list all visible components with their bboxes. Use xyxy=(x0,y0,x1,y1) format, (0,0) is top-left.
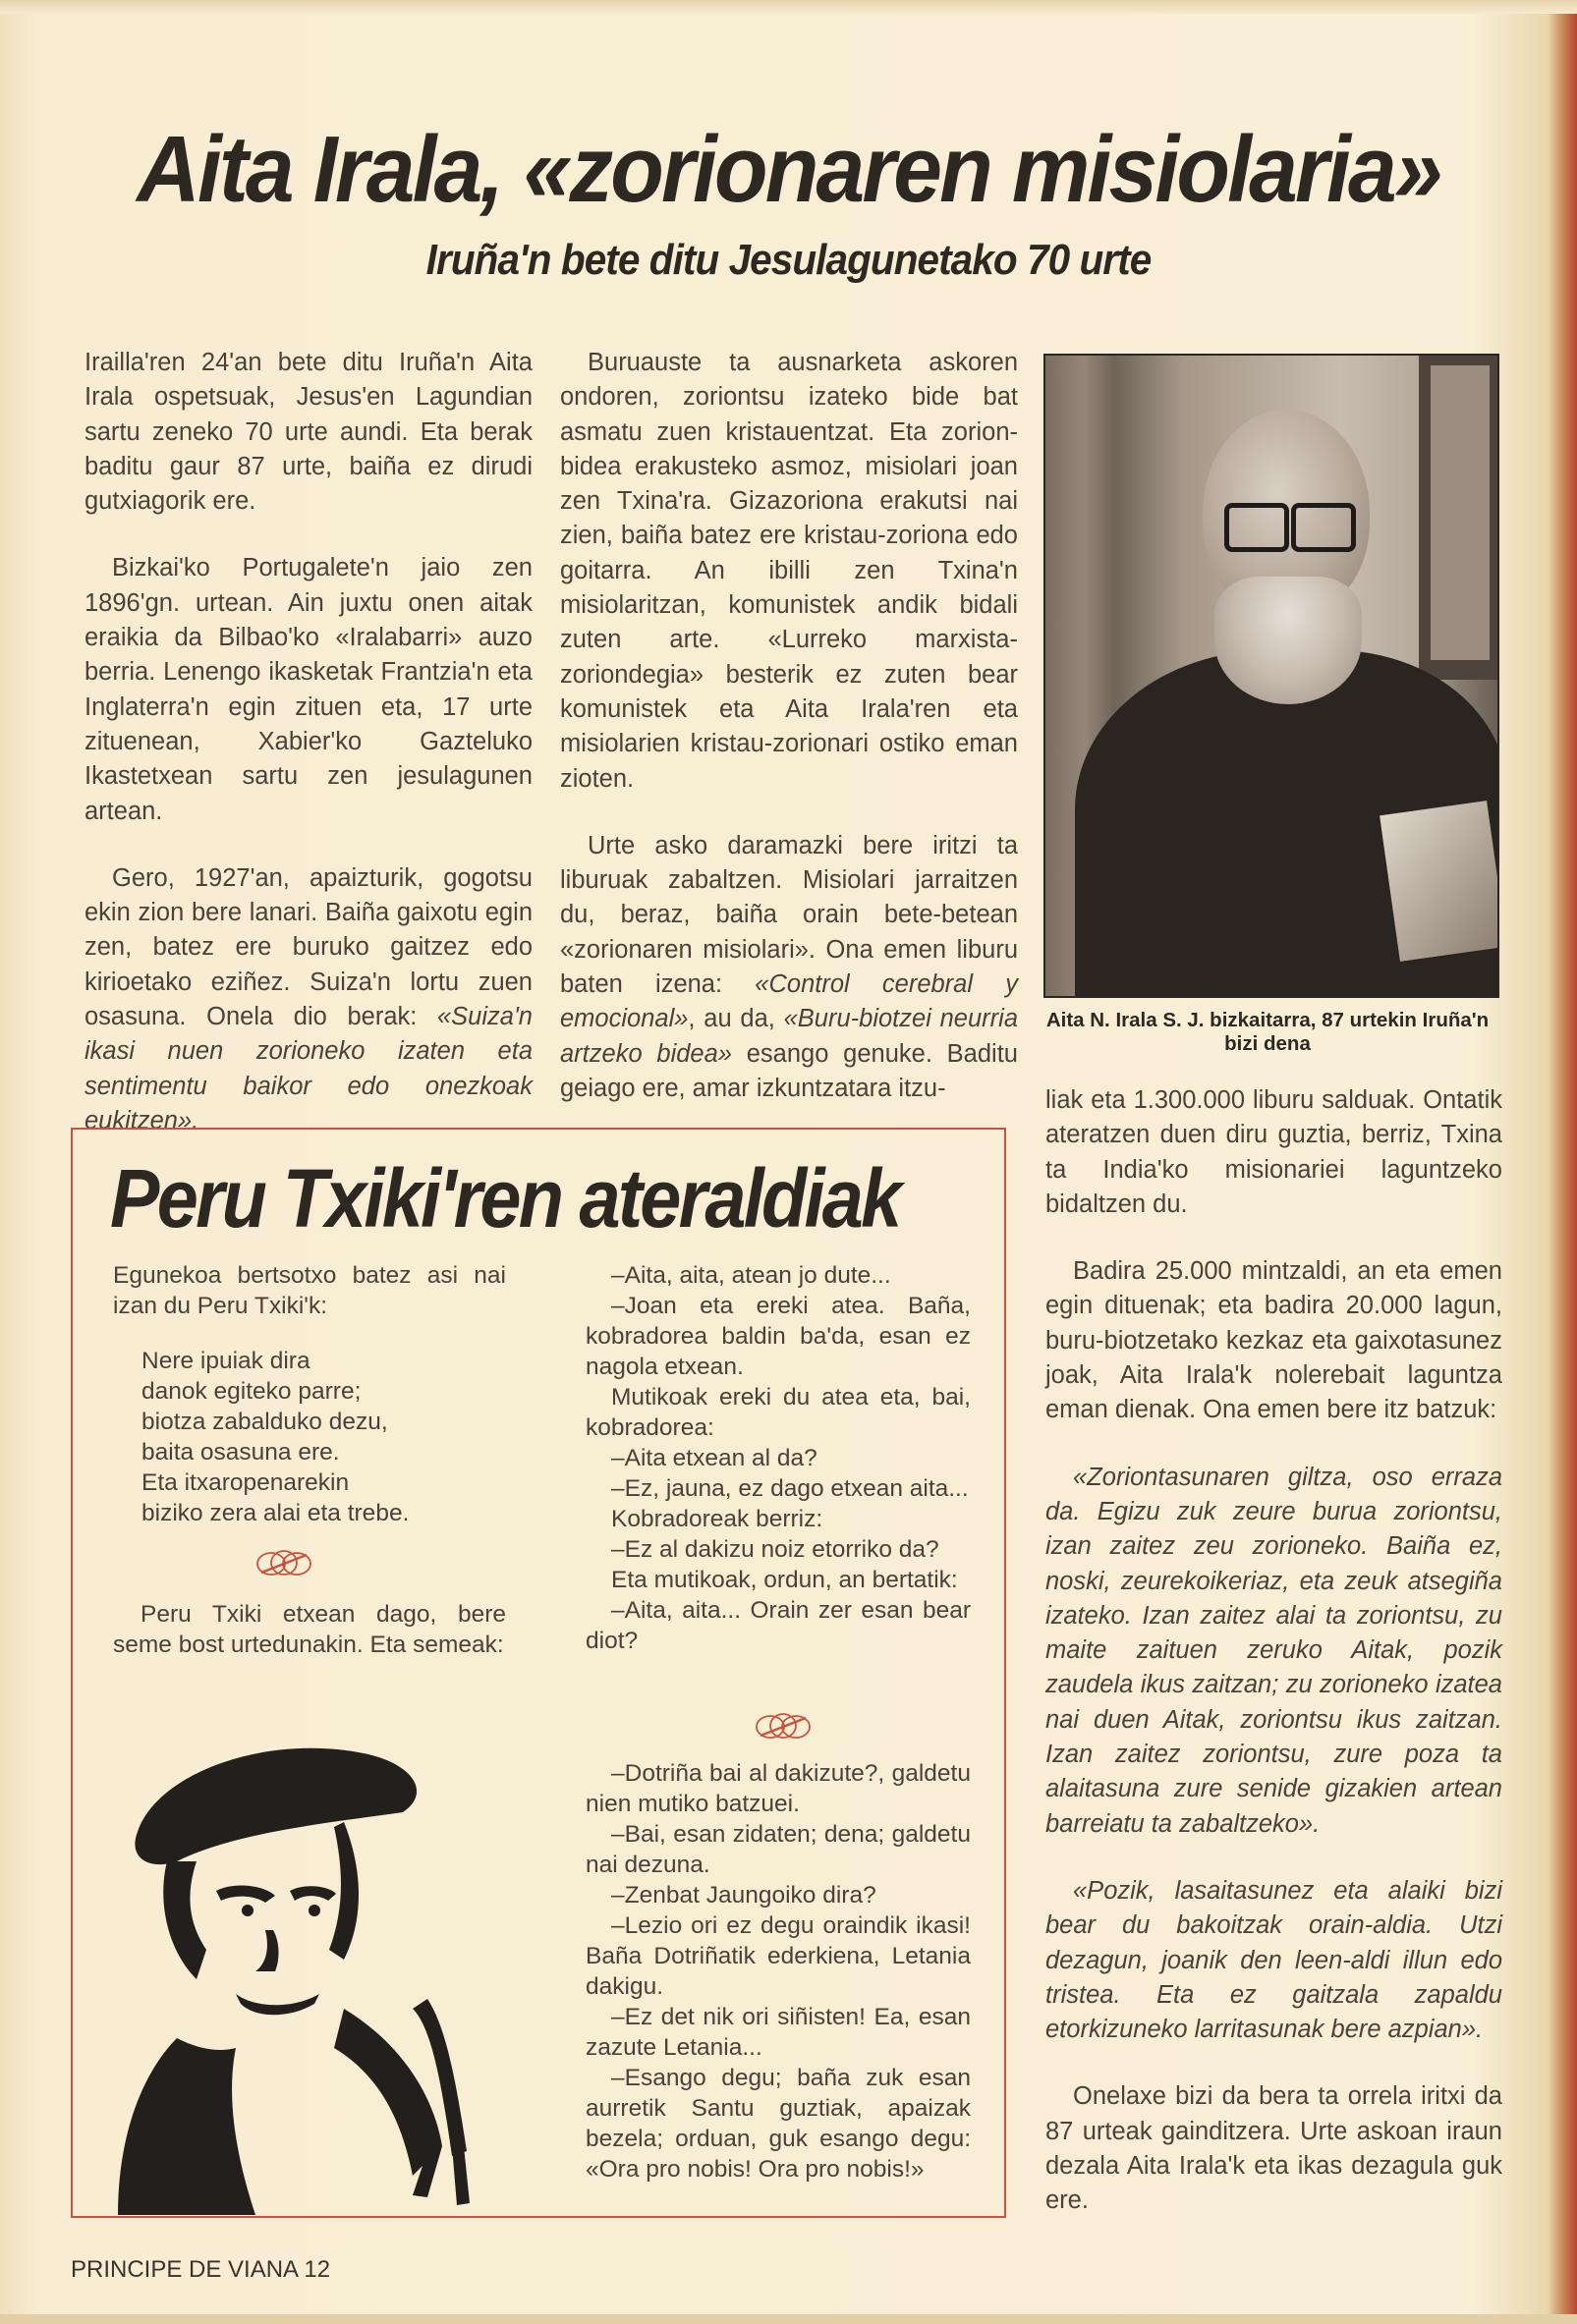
dialogue-line: Mutikoak ereki du atea eta, bai, kobradorea: xyxy=(586,1384,971,1441)
poem-line: Eta itxaropenarekin xyxy=(141,1469,350,1496)
man-with-beret-illustration xyxy=(118,1714,511,2215)
book-title: «Control cerebral y emocional» xyxy=(560,970,1018,1033)
peru-intro: Egunekoa bertsotxo batez asi nai izan du Peru Txiki'k: xyxy=(113,1262,506,1319)
page-footer-publication: PRINCIPE DE VIANA 12 xyxy=(71,2256,331,2283)
dialogue-line: –Aita etxean al da? xyxy=(611,1445,817,1471)
photo-book xyxy=(1380,801,1499,962)
poem-line: danok egiteko parre; xyxy=(141,1378,362,1405)
knot-ornament-icon xyxy=(253,1549,314,1578)
dialogue-line: –Dotriña bai al dakizute?, galdetu nien mutiko batzuei. xyxy=(586,1760,971,1817)
page-bottom-edge xyxy=(0,2314,1577,2324)
photo-subject-beard xyxy=(1214,577,1362,704)
dialogue-line: –Ez det nik ori siñisten! Ea, esan zazute Letania... xyxy=(586,2004,971,2061)
dialogue-line: –Aita, aita, atean jo dute... xyxy=(611,1262,891,1289)
peru-poem xyxy=(141,1346,495,1528)
paragraph xyxy=(560,829,1018,1106)
paragraph-text: , au da, xyxy=(688,1005,784,1033)
dialogue-line: –Ez, jauna, ez dago etxean aita... xyxy=(611,1475,969,1502)
page-top-edge xyxy=(0,0,1577,14)
dialogue-line: –Zenbat Jaungoiko dira? xyxy=(611,1882,876,1909)
quote-paragraph: «Zoriontasunaren giltza, oso erraza da. Egizu zuk zeure burua zoriontsu, izan zaitez zeu zorioneko. Baiña ez, noski, zeurekoikeriaz, eta zeuk atsegiña izateko. Izan zaitez alai ta zoriontsu, zu maite zaituen zeruko Aitak, pozik zaudela ikus zaitzan; zu zorioneko izatea nai duen Aitak, zoriontsu ikus zaitzan. Izan zaitez zoriontsu, zure poza ta alaitasuna zure senide gizakien artean barreiatu ta zabaltzeko». xyxy=(1045,1463,1502,1838)
dialogue-line: –Aita, aita... Orain zer esan bear diot? xyxy=(586,1597,971,1654)
article-column-3 xyxy=(1045,1083,1502,2251)
dialogue-line: –Ez al dakizu noiz etorriko da? xyxy=(611,1536,939,1563)
photo-caption: Aita N. Irala S. J. bizkaitarra, 87 urtekin Iruña'n bizi dena xyxy=(1045,1009,1490,1055)
dialogue-line: –Bai, esan zidaten; dena; galdetu nai dezuna. xyxy=(586,1821,971,1878)
book-title-translation: «Buru-biotzei neurria artzeko bidea» xyxy=(560,1005,1018,1068)
paragraph: Buruauste ta ausnarketa askoren ondoren, zoriontsu izateko bide bat asmatu zuen kristauentzat. Eta zorion-bidea erakusteko asmoz, misiolari joan zen Txina'ra. Gizazoriona erakutsi nai zien, baiña batez ere kristau-zoriona edo goitarra. An ibilli zen Txina'n misiolaritzan, komunistek andik bidali zuten arte. «Lurreko marxista-zoriondegia» besterik ez zuten bear komunistek eta Aita Irala'ren eta misiolarien kristau-zorionari ostiko eman zioten. xyxy=(560,349,1018,793)
dialogue-line: –Esango degu; baña zuk esan aurretik Santu guztiak, apaizak bezela; orduan, guk esango degu: «Ora pro nobis! Ora pro nobis!» xyxy=(586,2065,971,2183)
paragraph-text: Urte asko daramazki bere iritzi ta liburuak zabaltzen. Misiolari jarraitzen du, beraz, baiña orain bete-betean «zorionaren misiolari». Ona emen liburu baten izena: xyxy=(560,831,1018,999)
knot-ornament-icon xyxy=(753,1712,814,1742)
peru-txiki-title: Peru Txiki'ren ateraldiak xyxy=(110,1152,900,1245)
article-headline: Aita Irala, «zorionaren misiolaria» xyxy=(137,117,1440,222)
peru-column-2-dialogue-2 xyxy=(586,1758,971,2185)
peru-column-2-dialogue-1 xyxy=(586,1260,971,1656)
paragraph: Onelaxe bizi da bera ta orrela iritxi da 87 urteak gainditzera. Urte askoan iraun dezala Aita Irala'k eta ikas dezagula guk ere. xyxy=(1045,2082,1502,2215)
dialogue-line: –Joan eta ereki atea. Baña, kobradorea baldin ba'da, esan ez nagola etxean. xyxy=(586,1293,971,1380)
article-column-1 xyxy=(84,346,533,1171)
portrait-photo xyxy=(1043,354,1499,998)
article-column-2 xyxy=(560,346,1018,1138)
paragraph: liak eta 1.300.000 liburu salduak. Ontatik ateratzen duen diru guztia, berriz, Txina ta India'ko misionariei laguntzeko bidaltzen du. xyxy=(1045,1086,1502,1218)
paragraph-text: Gero, 1927'an, apaizturik, gogotsu ekin zion bere lanari. Baiña gaixotu egin zen, batez ere buruko gaitzez edo kirioetako eziñez. Suiza'n lortu zuen osasuna. Onela dio berak: xyxy=(84,863,533,1031)
poem-line: Nere ipuiak dira xyxy=(141,1348,310,1374)
dialogue-line: –Lezio ori ez degu oraindik ikasi! Baña Dotriñatik ederkiena, Letania dakigu. xyxy=(586,1912,971,2000)
dialogue-line: Kobradoreak berriz: xyxy=(611,1506,823,1532)
quote-paragraph: «Pozik, lasaitasunez eta alaiki bizi bear du bakoitzak orain-aldia. Utzi dezagun, joanik den leen-aldi illun edo tristea. Eta ez gaitzala zapaldu etorkizuneko larritasunak bere azpian». xyxy=(1045,1876,1502,2044)
paragraph-text: esango genuke. Baditu geiago ere, amar izkuntzatara itzu- xyxy=(560,1039,1018,1102)
paragraph: Badira 25.000 mintzaldi, an eta emen egin dituenak; eta badira 20.000 lagun, buru-biotzetako kezkaz eta gaixotasunez joak, Aita Irala'k nolerebait laguntza eman dienak. Ona emen bere itz batzuk: xyxy=(1045,1257,1502,1424)
photo-subject-glasses xyxy=(1224,503,1352,544)
poem-line: baita osasuna ere. xyxy=(141,1439,340,1466)
peru-column-1-para2 xyxy=(113,1599,506,1660)
article-subheadline: Iruña'n bete ditu Jesulagunetako 70 urte xyxy=(425,236,1152,284)
poem-line: biziko zera alai eta trebe. xyxy=(141,1500,410,1526)
photo-door-panel xyxy=(1431,365,1490,660)
dialogue-line: Eta mutikoak, ordun, an bertatik: xyxy=(611,1567,958,1593)
paragraph: Peru Txiki etxean dago, bere seme bost urtedunakin. Eta semeak: xyxy=(113,1601,506,1658)
paragraph xyxy=(84,861,533,1138)
poem-line: biotza zabalduko dezu, xyxy=(141,1409,388,1435)
quote-text: «Suiza'n ikasi nuen zorioneko izaten eta sentimentu baikor edo onezkoak eukitzen». xyxy=(84,1003,533,1134)
paragraph: Bizkai'ko Portugalete'n jaio zen 1896'gn. urtean. Ain juxtu onen aitak eraikia da Bilbao'ko «Iralabarri» auzo berria. Lenengo ikasketak Frantzia'n eta Inglaterra'n egin zituen eta, 17 urte zituenean, Xabier'ko Gazteluko Ikastetxean sartu zen jesulagunen artean. xyxy=(84,554,533,825)
peru-column-1-intro xyxy=(113,1260,506,1351)
paragraph: Irailla'ren 24'an bete ditu Iruña'n Aita Irala ospetsuak, Jesus'en Lagundian sartu zeneko 70 urte aundi. Eta berak baditu gaur 87 urte, baiña ez dirudi gutxiagorik ere. xyxy=(84,349,533,516)
